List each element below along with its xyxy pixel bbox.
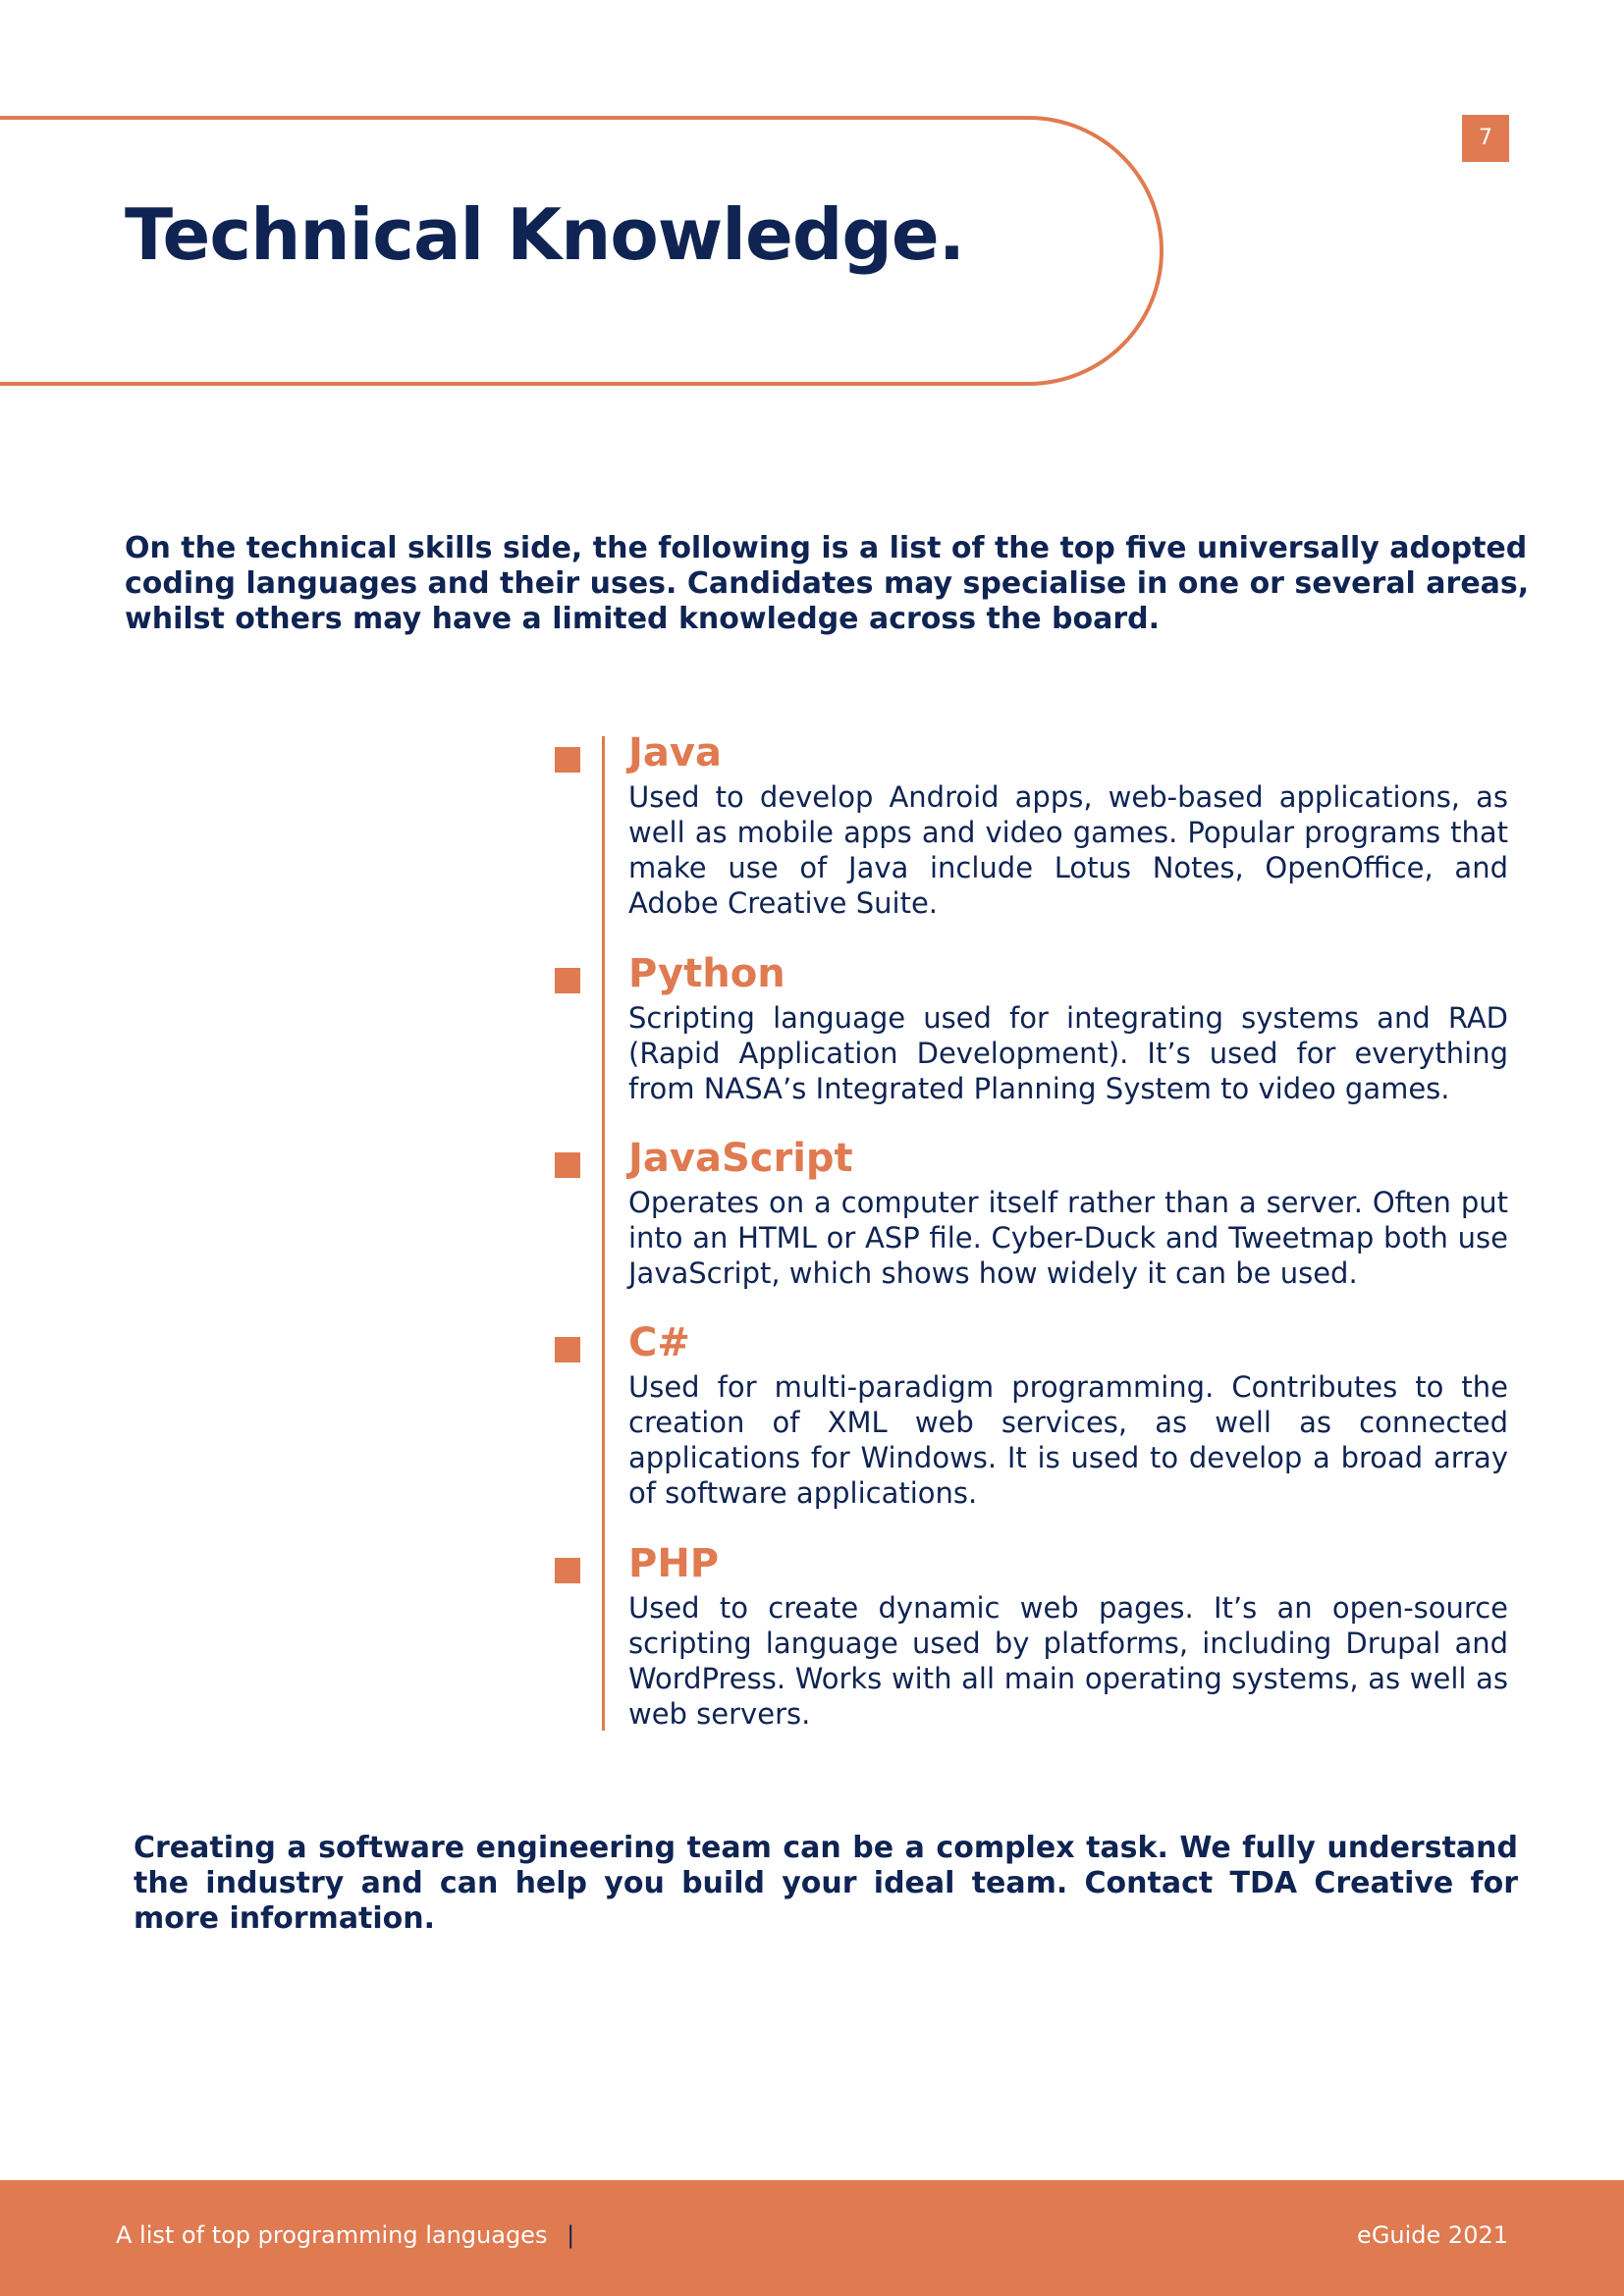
square-bullet-icon — [555, 1558, 580, 1583]
language-description: Scripting language used for integrating systems and RAD (Rapid Application Development). It’s used for everything from NASA’s Integrated Planning System to video games. — [628, 1001, 1508, 1105]
intro-paragraph: On the technical skills side, the following is a list of the top five universally adopted coding languages and their uses. Candidates may specialise in one or several areas, whilst others may have a limited knowledge across the board. — [125, 531, 1530, 636]
language-name: PHP — [628, 1541, 720, 1586]
footer-bar — [0, 2180, 1624, 2296]
language-name: Python — [628, 951, 785, 996]
language-description: Operates on a computer itself rather than a server. Often put into an HTML or ASP file. Cyber-Duck and Tweetmap both use JavaScript, which shows how widely it can be used. — [628, 1186, 1508, 1290]
page-title: Technical Knowledge. — [125, 193, 965, 276]
language-description: Used to develop Android apps, web-based applications, as well as mobile apps and video games. Popular programs that make use of Java include Lotus Notes, OpenOffice, and Adobe Creative Suite. — [628, 780, 1508, 920]
language-description: Used for multi-paradigm programming. Contributes to the creation of XML web services, as well as connected applications for Windows. It is used to develop a broad array of software applications. — [628, 1370, 1508, 1510]
language-name: JavaScript — [628, 1136, 853, 1181]
square-bullet-icon — [555, 747, 580, 773]
footer-caption: A list of top programming languages — [116, 2221, 548, 2249]
square-bullet-icon — [555, 968, 580, 993]
square-bullet-icon — [555, 1152, 580, 1178]
footer-edition: eGuide 2021 — [1357, 2221, 1508, 2249]
language-description: Used to create dynamic web pages. It’s an open-source scripting language used by platforms, including Drupal and WordPress. Works with all main operating systems, as well as web servers. — [628, 1591, 1508, 1731]
page-number-badge: 7 — [1462, 115, 1509, 162]
footer-left — [116, 2221, 574, 2249]
square-bullet-icon — [555, 1337, 580, 1362]
list-divider-line — [602, 736, 605, 1731]
language-name: Java — [628, 730, 722, 775]
footer-separator: | — [567, 2221, 575, 2249]
closing-paragraph: Creating a software engineering team can be a complex task. We fully understand the industry and can help you build your ideal team. Contact TDA Creative for more information. — [134, 1831, 1518, 1936]
language-list — [555, 730, 1537, 1732]
language-name: C# — [628, 1320, 690, 1365]
